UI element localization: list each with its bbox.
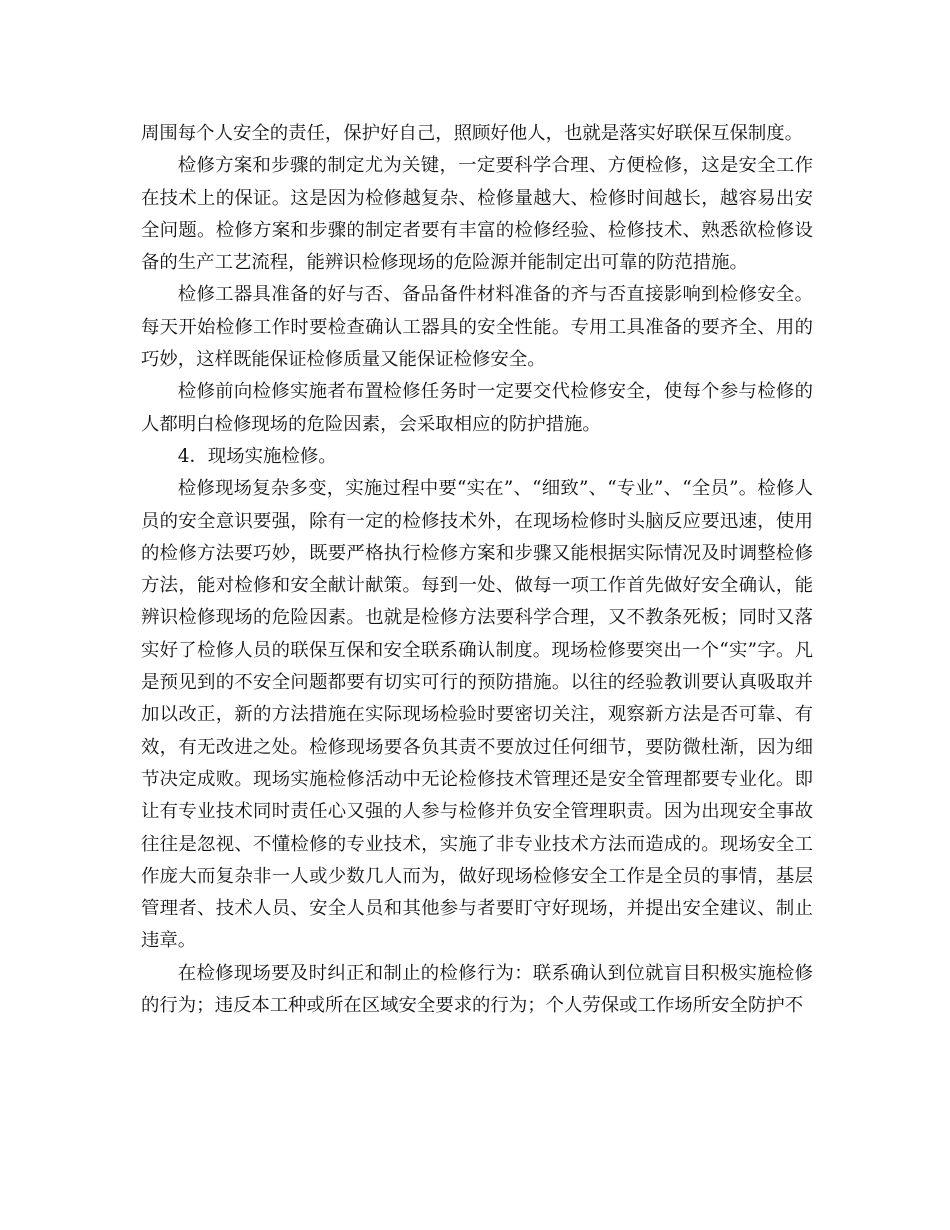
paragraph-4: 检修前向检修实施者布置检修任务时一定要交代检修安全，使每个参与检修的人都明白检修现场的危险因素，会采取相应的防护措施。 [141, 381, 813, 435]
section-heading-4: 4．现场实施检修。 [177, 445, 337, 467]
document-page [141, 118, 813, 1022]
paragraph-3: 检修工器具准备的好与否、备品备件材料准备的齐与否直接影响到检修安全。每天开始检修工作时要检查确认工器具的安全性能。专用工具准备的要齐全、用的巧妙，这样既能保证检修质量又能保证检修安全。 [141, 284, 813, 371]
paragraph-1: 周围每个人安全的责任，保护好自己，照顾好他人，也就是落实好联保互保制度。 [141, 123, 804, 144]
paragraph-2: 检修方案和步骤的制定尤为关键，一定要科学合理、方便检修，这是安全工作在技术上的保证。这是因为检修越复杂、检修量越大、检修时间越长，越容易出安全问题。检修方案和步骤的制定者要有丰富的检修经验、检修技术、熟悉欲检修设备的生产工艺流程，能辨识检修现场的危险源并能制定出可靠的防范措施。 [141, 155, 813, 274]
paragraph-6: 在检修现场要及时纠正和制止的检修行为：联系确认到位就盲目积极实施检修的行为；违反本工种或所在区域安全要求的行为；个人劳保或工作场所安全防护不 [141, 962, 813, 1017]
paragraph-5: 检修现场复杂多变，实施过程中要“实在”、“细致”、“专业”、“全员”。检修人员的安全意识要强，除有一定的检修技术外，在现场检修时头脑反应要迅速，使用的检修方法要巧妙，既要严格执行检修方案和步骤又能根据实际情况及时调整检修方法，能对检修和安全献计献策。每到一处、做每一项工作首先做好安全确认，能辨识检修现场的危险因素。也就是检修方法要科学合理，又不教条死板；同时又落实好了检修人员的联保互保和安全联系确认制度。现场检修要突出一个“实”字。凡是预见到的不安全问题都要有切实可行的预防措施。以往的经验教训要认真吸取并加以改正，新的方法措施在实际现场检验时要密切关注，观察新方法是否可靠、有效，有无改进之处。检修现场要各负其责不要放过任何细节，要防微杜渐，因为细节决定成败。现场实施检修活动中无论检修技术管理还是安全管理都要专业化。即让有专业技术同时责任心又强的人参与检修并负安全管理职责。因为出现安全事故往往是忽视、不懂检修的专业技术，实施了非专业技术方法而造成的。现场安全工作庞大而复杂非一人或少数几人而为，做好现场检修安全工作是全员的事情，基层管理者、技术人员、安全人员和其他参与者要盯守好现场，并提出安全建议、制止违章。 [141, 478, 813, 952]
